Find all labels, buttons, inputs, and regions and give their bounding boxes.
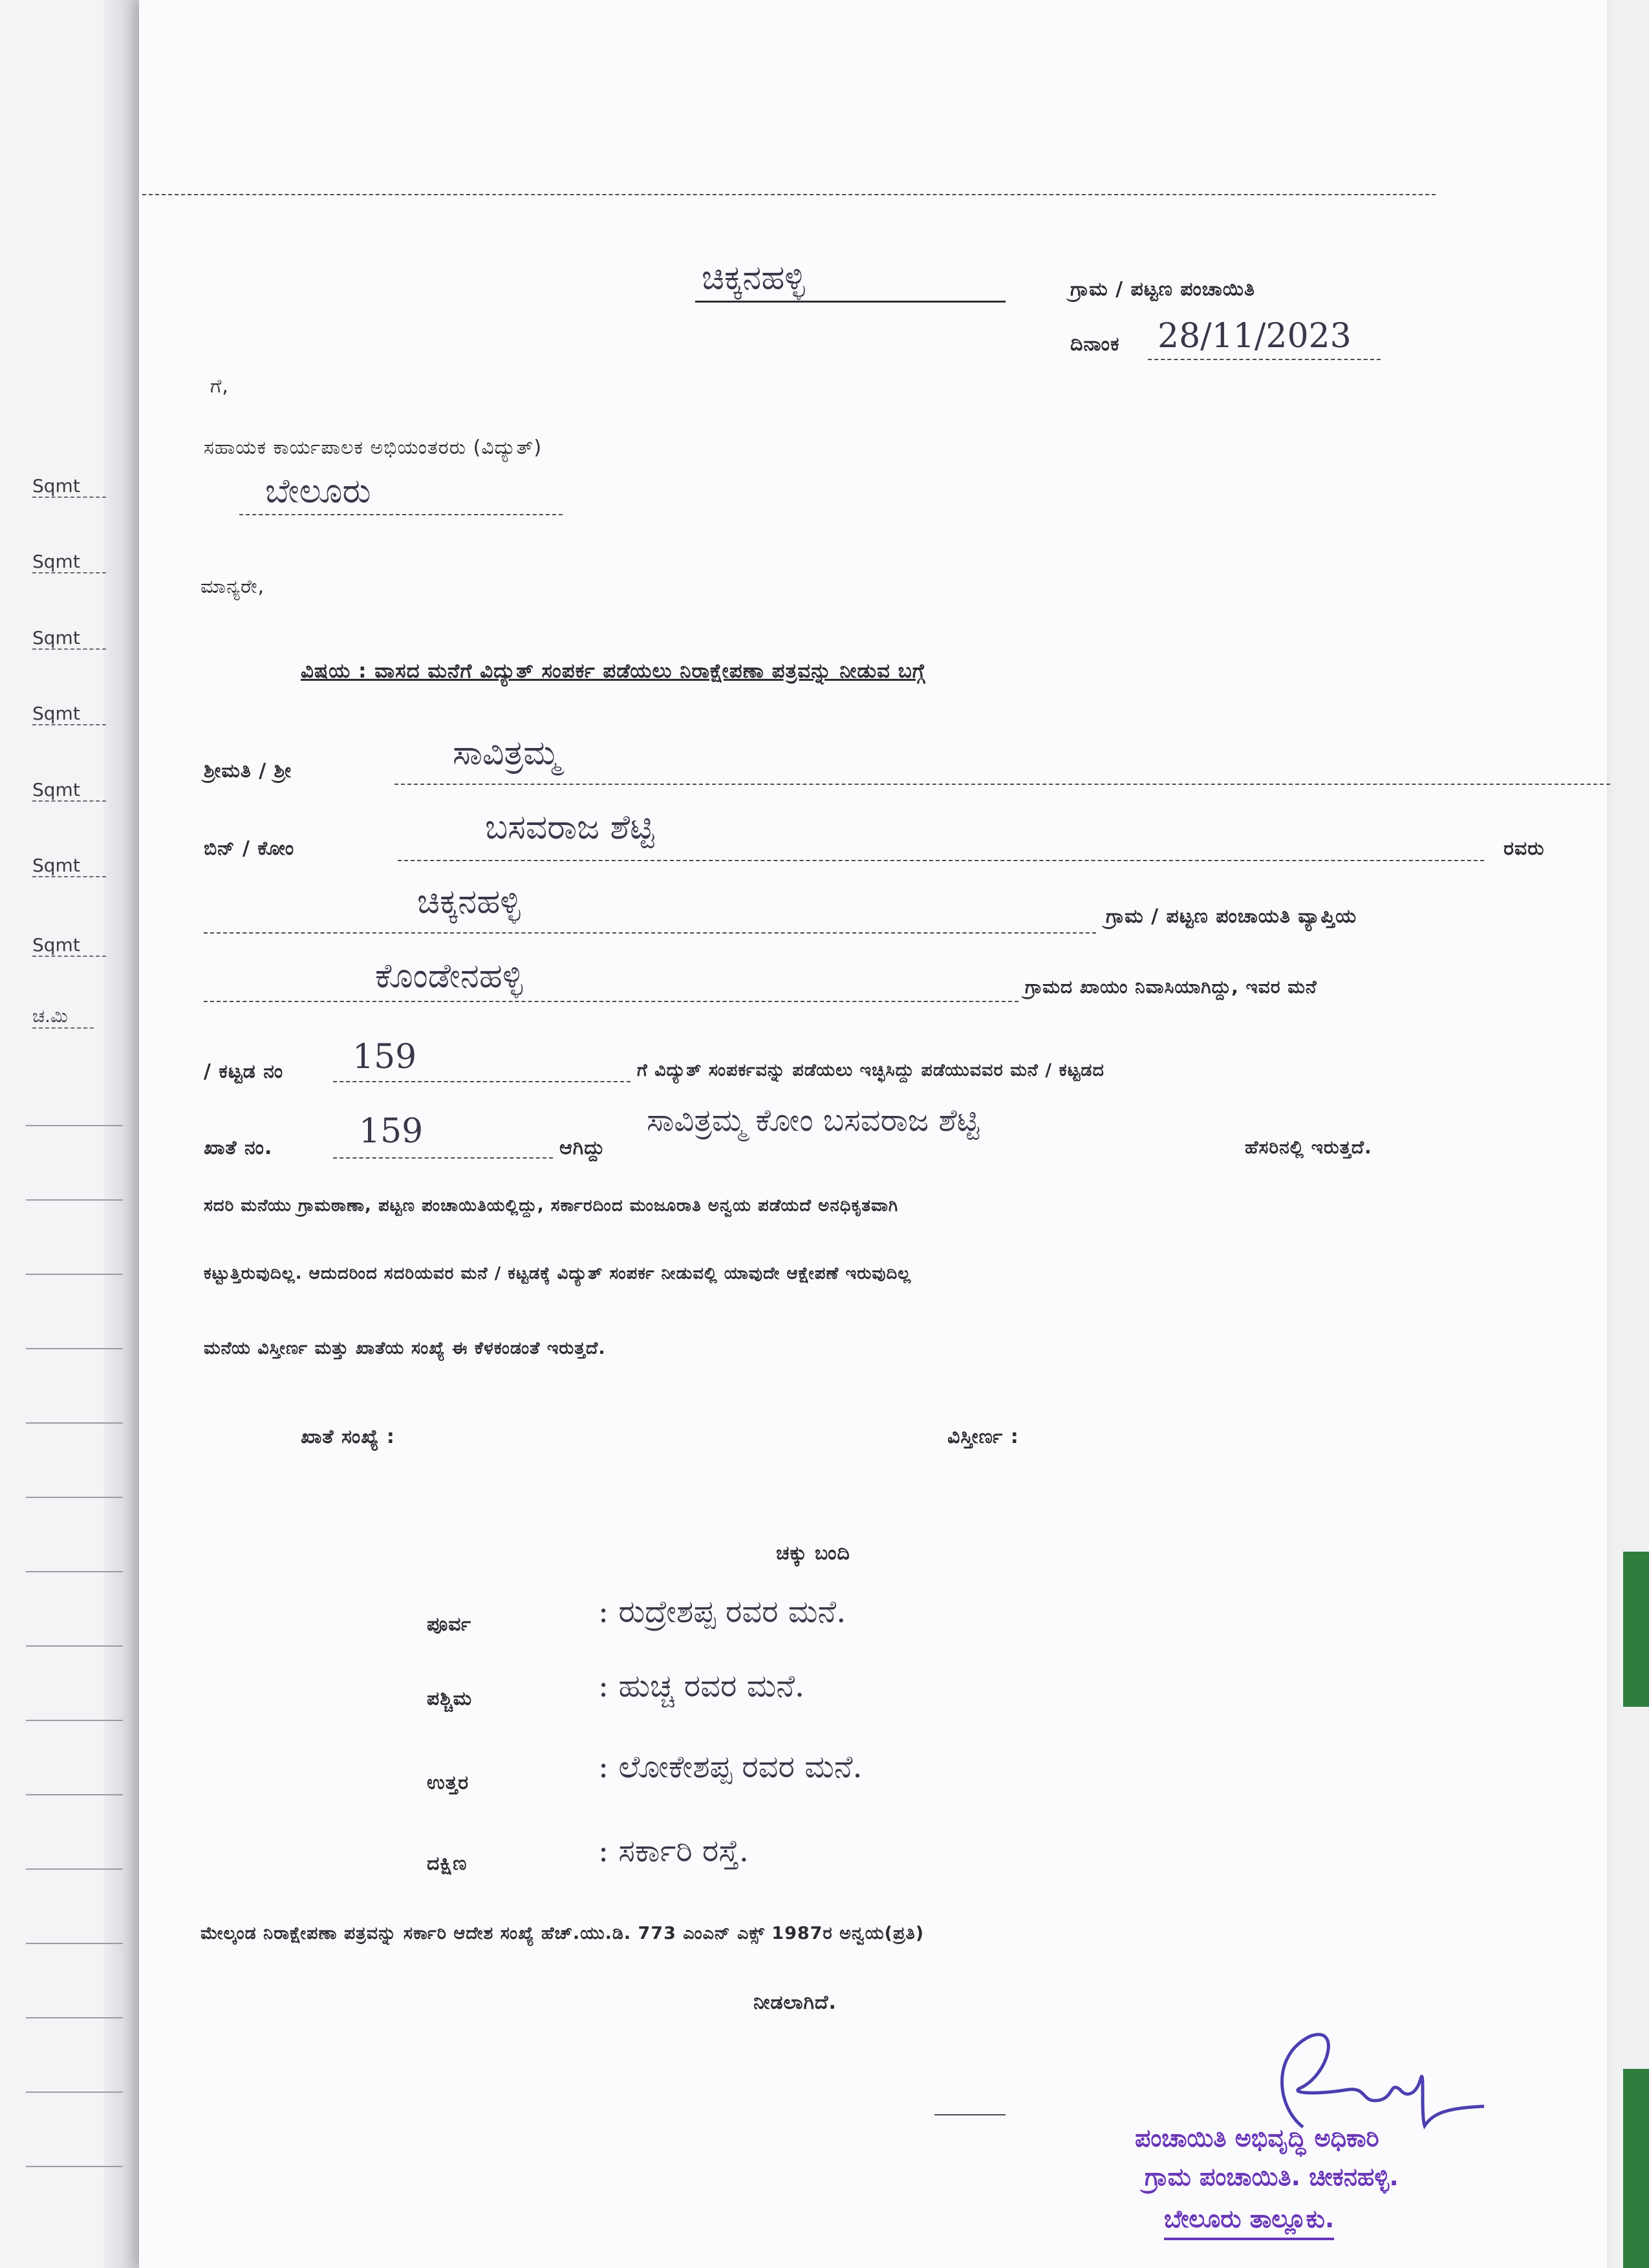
- boundaries-title: ಚಕ್ಕು ಬಂದಿ: [776, 1542, 850, 1565]
- north-label: ಉತ್ತರ: [427, 1771, 469, 1794]
- khata-number: 159: [359, 1112, 424, 1151]
- west-label: ಪಶ್ಚಿಮ: [427, 1687, 473, 1710]
- date-value: 28/11/2023: [1158, 317, 1352, 356]
- khata-line: [333, 1157, 553, 1159]
- east-label: ಪೂರ್ವ: [427, 1613, 472, 1636]
- footer-line-1: ಮೇಲ್ಕಂಡ ನಿರಾಕ್ಷೇಪಣಾ ಪತ್ರವನ್ನು ಸರ್ಕಾರಿ ಆದೇಶ ಸಂಖ್ಯೆ ಹೆಚ್.ಯು.ಡಿ. 773 ಎಂಎನ್ ಎಕ್ಸ್ 1987ರ ಅನ್ವಯ(ಪ್ರತಿ): [200, 1923, 925, 1943]
- relation-line: [398, 860, 1484, 861]
- relation-suffix: ರವರು: [1503, 837, 1545, 860]
- sqmt-label: Sqmt: [32, 703, 106, 725]
- sqmt-label: Sqmt: [32, 627, 106, 650]
- panchayat-name: ಚಿಕ್ಕನಹಳ್ಳಿ: [702, 259, 805, 297]
- sqmt-label: Sqmt: [32, 934, 106, 957]
- underlying-right-sheet: [1604, 0, 1649, 2268]
- register-rule: [26, 1497, 123, 1498]
- khata-mid: ಆಗಿದ್ದು: [559, 1137, 605, 1159]
- sqmt-label: Sqmt: [32, 475, 106, 498]
- register-rule: [26, 1422, 123, 1424]
- green-edge-mark: [1623, 1552, 1649, 1707]
- subject-line: ವಿಷಯ : ವಾಸದ ಮನೆಗೆ ವಿದ್ಯುತ್ ಸಂಪರ್ಕ ಪಡೆಯಲು ನಿರಾಕ್ಷೇಪಣಾ ಪತ್ರವನ್ನು ನೀಡುವ ಬಗ್ಗೆ: [301, 659, 926, 683]
- seal-line-2: ಗ್ರಾಮ ಪಂಚಾಯಿತಿ. ಚೀಕನಹಳ್ಳಿ.: [1145, 2163, 1399, 2191]
- body-line-2: ಕಟ್ಟುತ್ತಿರುವುದಿಲ್ಲ. ಆದುದರಿಂದ ಸದರಿಯವರ ಮನೆ / ಕಟ್ಟಡಕ್ಕೆ ವಿದ್ಯುತ್ ಸಂಪರ್ಕ ನೀಡುವಲ್ಲಿ ಯಾವುದೇ ಆಕ್ಷೇಪಣೆ ಇರುವುದಿಲ್ಲ: [204, 1264, 912, 1283]
- register-rule: [26, 1720, 123, 1721]
- applicant-name: ಸಾವಿತ್ರಮ್ಮ: [453, 734, 560, 773]
- panchayat-underline: [695, 301, 1006, 303]
- sqmt-label: Sqmt: [32, 855, 106, 877]
- village-suffix: ಗ್ರಾಮ / ಪಟ್ಟಣ ಪಂಚಾಯತಿ ವ್ಯಾಪ್ತಿಯ: [1106, 905, 1357, 928]
- footer-line-2: ನೀಡಲಾಗಿದೆ.: [753, 1991, 837, 2014]
- khata-count-label: ಖಾತೆ ಸಂಖ್ಯೆ :: [301, 1426, 395, 1448]
- register-rule: [26, 1868, 123, 1870]
- name-prefix: ಶ್ರೀಮತಿ / ಶ್ರೀ: [204, 760, 292, 782]
- hamlet-suffix: ಗ್ರಾಮದ ಖಾಯಂ ನಿವಾಸಿಯಾಗಿದ್ದು, ಇವರ ಮನೆ: [1025, 976, 1317, 998]
- name-line: [394, 784, 1610, 785]
- register-rule: [26, 1348, 123, 1349]
- khata-suffix: ಹೆಸರಿನಲ್ಲಿ ಇರುತ್ತದೆ.: [1245, 1137, 1372, 1158]
- village-line: [204, 932, 1096, 934]
- register-rule: [26, 2166, 123, 2167]
- register-rule: [26, 1125, 123, 1126]
- seal-line-1: ಪಂಚಾಯಿತಿ ಅಭಿವೃದ್ಧಿ ಅಧಿಕಾರಿ: [1135, 2124, 1379, 2152]
- addressee-designation: ಸಹಾಯಕ ಕಾರ್ಯಪಾಲಕ ಅಭಿಯಂತರರು (ವಿದ್ಯುತ್): [204, 436, 543, 459]
- area-label: ವಿಸ್ತೀರ್ಣ :: [947, 1426, 1019, 1448]
- khata-prefix: ಖಾತೆ ನಂ.: [204, 1137, 273, 1159]
- sqmt-label: Sqmt: [32, 779, 106, 802]
- owner-name: ಸಾವಿತ್ರಮ್ಮ ಕೋಂ ಬಸವರಾಜ ಶೆಟ್ಟಿ: [647, 1102, 980, 1139]
- register-rule: [26, 2091, 123, 2093]
- sign-stub-line: [934, 2114, 1006, 2115]
- village-name: ಚಿಕ್ಕನಹಳ್ಳಿ: [417, 883, 521, 921]
- register-rule: [26, 1571, 123, 1572]
- house-suffix: ಗೆ ವಿದ್ಯುತ್ ಸಂಪರ್ಕವನ್ನು ಪಡೆಯಲು ಇಚ್ಛಿಸಿದ್ದು ಪಡೆಯುವವರ ಮನೆ / ಕಟ್ಟಡದ: [637, 1060, 1105, 1080]
- house-prefix: / ಕಟ್ಟಡ ನಂ: [204, 1060, 284, 1083]
- body-line-1: ಸದರಿ ಮನೆಯು ಗ್ರಾಮಠಾಣಾ, ಪಟ್ಟಣ ಪಂಚಾಯಿತಿಯಲ್ಲಿದ್ದು, ಸರ್ಕಾರದಿಂದ ಮಂಜೂರಾತಿ ಅನ್ವಯ ಪಡೆಯದೆ ಅನಧಿಕೃತವಾಗಿ: [204, 1196, 899, 1215]
- to-label: ಗೆ,: [210, 375, 229, 398]
- body-line-3: ಮನೆಯ ವಿಸ್ತೀರ್ಣ ಮತ್ತು ಖಾತೆಯ ಸಂಖ್ಯೆ ಈ ಕೆಳಕಂಡಂತೆ ಇರುತ್ತದೆ.: [204, 1338, 606, 1358]
- register-rule: [26, 2017, 123, 2018]
- west-value: : ಹುಚ್ಚ ರವರ ಮನೆ.: [598, 1668, 805, 1704]
- sqmt-label: Sqmt: [32, 551, 106, 573]
- south-value: : ಸರ್ಕಾರಿ ರಸ್ತೆ.: [598, 1833, 749, 1869]
- green-edge-mark: [1623, 2069, 1649, 2268]
- house-number: 159: [352, 1038, 417, 1076]
- hamlet-line: [204, 1001, 1018, 1002]
- relation-prefix: ಬಿನ್ / ಕೋಂ: [204, 837, 295, 860]
- underlying-register-sheet: [0, 0, 150, 2268]
- hamlet-name: ಕೊಂಡೇನಹಳ್ಳಿ: [375, 957, 523, 996]
- north-value: : ಲೋಕೇಶಪ್ಪ ರವರ ಮನೆ.: [598, 1749, 863, 1785]
- date-underline: [1148, 359, 1381, 360]
- salutation: ಮಾನ್ಯರೇ,: [200, 575, 265, 598]
- south-label: ದಕ್ಷಿಣ: [427, 1852, 468, 1875]
- noc-letter-page: [139, 0, 1607, 2268]
- panchayat-type: ಗ್ರಾಮ / ಪಟ್ಟಣ ಪಂಚಾಯಿತಿ: [1070, 278, 1255, 301]
- top-dashed-rule: [142, 194, 1436, 195]
- sqmt-label: ಚ.ಮಿ: [32, 1005, 94, 1029]
- addressee-place: ಬೇಲೂರು: [265, 472, 371, 511]
- register-rule: [26, 1645, 123, 1647]
- relation-name: ಬಸವರಾಜ ಶೆಟ್ಟಿ: [485, 808, 654, 847]
- register-rule: [26, 1794, 123, 1795]
- register-rule: [26, 1943, 123, 1944]
- place-underline: [239, 514, 563, 515]
- east-value: : ರುದ್ರೇಶಪ್ಪ ರವರ ಮನೆ.: [598, 1594, 846, 1630]
- house-line: [333, 1081, 630, 1082]
- date-label: ದಿನಾಂಕ: [1070, 333, 1120, 356]
- seal-line-3: ಬೇಲೂರು ತಾಲ್ಲೂಕು.: [1164, 2205, 1334, 2240]
- register-rule: [26, 1199, 123, 1201]
- register-rule: [26, 1274, 123, 1275]
